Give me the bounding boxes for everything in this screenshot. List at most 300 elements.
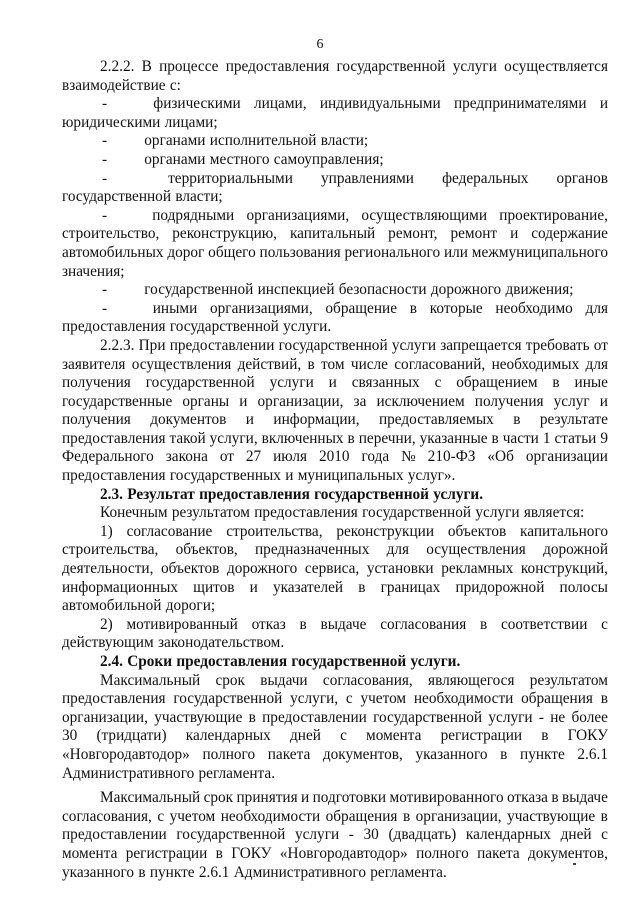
word: 27	[245, 448, 262, 466]
word: Административного	[62, 764, 195, 782]
word: дорожной	[543, 541, 608, 559]
word: согласования	[380, 615, 467, 633]
word: услуги	[269, 374, 314, 392]
bullet-dash: -	[102, 281, 108, 299]
word: предоставления	[254, 504, 358, 522]
text-line	[62, 132, 608, 151]
text-line	[62, 597, 608, 616]
word: в	[541, 727, 549, 745]
word: дороги;	[165, 597, 216, 615]
page-number: 6	[316, 37, 324, 52]
word: регламента.	[198, 764, 276, 782]
word: капитального	[520, 522, 608, 540]
word: организации,	[257, 392, 344, 410]
word: в	[551, 789, 559, 807]
word: «Новгородавтодор»	[279, 844, 408, 862]
text-line	[62, 411, 608, 430]
text-line	[62, 77, 608, 96]
word: услуги.	[433, 485, 484, 503]
word: установки	[366, 560, 434, 578]
text-line	[62, 486, 608, 505]
word: Сроки	[127, 653, 173, 670]
word: момента	[366, 727, 422, 745]
word: взаимодействие	[62, 76, 166, 94]
word: предоставления	[62, 429, 166, 447]
word: самоуправления;	[273, 150, 384, 168]
word: статьи	[554, 429, 597, 447]
word: числе	[350, 355, 388, 373]
word: автомобильной	[62, 597, 162, 615]
word: организации,	[415, 807, 502, 825]
word: власти;	[175, 188, 223, 206]
word: указанного	[415, 745, 488, 763]
word: услуги,	[290, 690, 339, 708]
word: результате	[539, 411, 608, 429]
word: календарных	[465, 826, 551, 844]
word: строительство,	[62, 225, 160, 243]
word: инспекцией	[257, 281, 335, 299]
word: осуществления	[426, 541, 526, 559]
text-line	[62, 114, 608, 133]
word: предоставлении	[262, 708, 367, 726]
word: строительства,	[226, 522, 323, 540]
word: том	[321, 355, 345, 373]
word: являющегося	[428, 671, 515, 689]
word: индивидуальными	[319, 95, 441, 113]
word: срок	[203, 789, 234, 807]
word: исполнительной	[209, 132, 317, 150]
text-line	[62, 151, 608, 170]
word: ремонт,	[388, 225, 438, 243]
word: отказ	[251, 615, 286, 633]
word: щитов	[193, 578, 235, 596]
word: услуги,	[209, 429, 258, 447]
word: результатом	[529, 671, 608, 689]
word: 1	[542, 429, 551, 447]
word: строительства,	[62, 541, 159, 559]
word: пакета	[267, 745, 311, 763]
text-line	[62, 709, 608, 728]
word: сервиса,	[304, 560, 360, 578]
text-line	[62, 523, 608, 542]
word: организации,	[62, 708, 148, 726]
word: 2.2.2.	[100, 58, 135, 75]
word: Конечным	[100, 504, 168, 522]
word: документов,	[527, 844, 608, 862]
word: результатом	[171, 504, 250, 522]
word: предпринимателями	[453, 95, 587, 113]
word: в	[402, 807, 411, 825]
word: документов	[150, 411, 227, 429]
text-line	[62, 616, 608, 635]
text-line	[62, 95, 608, 114]
word: органов	[556, 169, 608, 187]
bullet-dash: -	[102, 169, 108, 187]
word: указанного	[62, 863, 135, 881]
word: реконструкции	[336, 522, 435, 540]
word: регламента.	[370, 863, 447, 881]
word: необходимости	[413, 690, 514, 708]
word: предоставления	[62, 318, 166, 336]
word: и	[301, 789, 310, 807]
word: согласований,	[394, 355, 486, 373]
word: в	[513, 411, 521, 429]
word: ремонт	[450, 225, 498, 243]
word: с	[601, 826, 608, 844]
word: полного	[202, 745, 256, 763]
word: организациями,	[210, 299, 313, 317]
word: регионального	[344, 243, 441, 261]
word: не	[550, 708, 566, 726]
word: услуги	[452, 58, 497, 75]
word: законодательством.	[157, 634, 285, 652]
word: в	[358, 578, 366, 596]
word: с	[157, 807, 165, 825]
text-line	[62, 225, 608, 244]
text-line	[62, 207, 608, 226]
word: информации,	[273, 411, 360, 429]
word: органами	[144, 150, 206, 168]
text-line	[62, 690, 608, 709]
text-line	[62, 393, 608, 412]
word: полного	[416, 844, 469, 862]
word: 30	[62, 727, 78, 745]
word: государственной	[144, 281, 254, 299]
word: 1)	[100, 522, 113, 540]
word: услуг».	[407, 467, 456, 485]
word: государственной	[314, 485, 429, 503]
word: в	[299, 615, 307, 633]
word: -	[538, 708, 544, 726]
word: или	[443, 243, 468, 261]
word: в	[600, 690, 608, 708]
word: предоставления	[62, 690, 166, 708]
document-body	[62, 58, 608, 882]
text-line	[62, 356, 608, 375]
word: 210-ФЗ	[427, 448, 476, 466]
word: от	[593, 336, 608, 354]
word: предоставления	[176, 653, 288, 670]
text-line	[62, 58, 608, 77]
word: объектов	[161, 560, 220, 578]
word: в	[307, 355, 315, 373]
word: полосы	[559, 578, 608, 596]
word: государственной	[291, 653, 407, 670]
text-line	[62, 374, 608, 393]
text-line	[62, 746, 608, 765]
word: момента	[62, 844, 118, 862]
word: и	[510, 225, 519, 243]
text-line	[62, 188, 608, 207]
word: для	[386, 541, 410, 559]
word: межмуниципального	[471, 243, 608, 261]
word: учетом	[360, 690, 407, 708]
word: государственной	[362, 504, 472, 522]
word: календарных	[185, 727, 271, 745]
word: в	[138, 863, 146, 881]
word: В	[141, 58, 152, 75]
word: выдаче	[320, 615, 367, 633]
word: «Новгородавтодор»	[62, 745, 190, 763]
word: услуги.	[410, 653, 461, 670]
word: 2.2.3.	[100, 336, 135, 354]
word: объектов	[447, 522, 507, 540]
word: выдаче	[561, 789, 608, 807]
word: и	[239, 392, 248, 410]
text-line	[62, 300, 608, 319]
word: необходимых	[491, 355, 580, 373]
word: действий,	[237, 355, 302, 373]
word: процессе	[159, 58, 219, 75]
word: за	[353, 392, 367, 410]
word: иными	[152, 299, 198, 317]
word: и	[328, 374, 337, 392]
text-line	[62, 170, 608, 189]
word: дней	[560, 826, 592, 844]
word: государственной	[145, 374, 255, 392]
word: (тридцати)	[96, 727, 167, 745]
word: органами	[144, 132, 206, 150]
word: необходимо	[495, 299, 573, 317]
word: регистрации	[125, 844, 208, 862]
word: для	[585, 299, 608, 317]
word: осуществляется	[504, 58, 608, 75]
word: пункте	[520, 745, 565, 763]
text-line	[62, 579, 608, 598]
word: указанные	[419, 429, 488, 447]
word: пункте	[149, 863, 195, 881]
word: организациями,	[246, 206, 350, 224]
word: Результат	[127, 485, 195, 503]
word: государственной	[173, 690, 283, 708]
word: предоставлении	[169, 336, 275, 354]
word: -	[348, 826, 354, 844]
word: Максимальный	[100, 671, 201, 689]
word: услуги	[475, 504, 520, 522]
word: требовать	[525, 336, 590, 354]
word: ГОКУ	[231, 844, 272, 862]
word: осуществления	[131, 355, 232, 373]
word: подготовки	[312, 789, 387, 807]
word: в	[600, 807, 608, 825]
word: согласование	[126, 522, 213, 540]
word: года	[361, 448, 390, 466]
word: 2.6.1	[198, 863, 230, 881]
text-line	[62, 864, 608, 883]
word: содержание	[531, 225, 608, 243]
word: лицами;	[164, 113, 218, 131]
bullet-dash: -	[102, 132, 108, 150]
word: дорожного	[226, 560, 298, 578]
word: в	[491, 429, 499, 447]
word: иные	[574, 374, 608, 392]
word: связанных	[351, 374, 420, 392]
text-line	[62, 727, 608, 746]
text-line	[62, 263, 608, 282]
word: услуги	[488, 708, 533, 726]
word: для	[585, 355, 608, 373]
text-line	[62, 318, 608, 337]
text-line	[62, 337, 608, 356]
word: участвующие	[154, 708, 243, 726]
word: 9	[600, 429, 608, 447]
word: запрещается	[440, 336, 522, 354]
word: деятельности,	[62, 560, 154, 578]
word: организации	[525, 448, 608, 466]
word: дней	[289, 727, 321, 745]
word: учетом	[169, 807, 216, 825]
word: государственные	[62, 392, 173, 410]
word: в	[500, 745, 508, 763]
word: обращением	[456, 374, 538, 392]
word: мотивированный	[126, 615, 238, 633]
text-line	[62, 541, 608, 560]
scan-speck	[573, 863, 576, 865]
text-line	[62, 281, 608, 300]
word: пакета	[477, 844, 520, 862]
word: конструкций,	[520, 560, 608, 578]
bullet-dash: -	[102, 150, 108, 168]
word: проектирование,	[499, 206, 608, 224]
text-line	[62, 560, 608, 579]
word: информационных	[62, 578, 179, 596]
word: перечни,	[358, 429, 416, 447]
word: 30	[363, 826, 379, 844]
word: осуществляющими	[361, 206, 488, 224]
word: которые	[429, 299, 483, 317]
word: 2.3.	[100, 485, 123, 503]
word: в	[347, 429, 355, 447]
word: согласования,	[322, 671, 413, 689]
word: предоставляемых	[378, 411, 494, 429]
word: получения	[62, 411, 131, 429]
text-line	[62, 430, 608, 449]
bullet-dash: -	[102, 95, 108, 113]
word: регистрации	[440, 727, 523, 745]
word: 2.6.1	[577, 745, 608, 763]
word: выдачи	[260, 671, 308, 689]
text-line	[62, 765, 608, 784]
word: государственной	[373, 708, 483, 726]
word: и	[245, 411, 254, 429]
word: июля	[273, 448, 308, 466]
word: объектов,	[175, 541, 238, 559]
word: ГОКУ	[567, 727, 608, 745]
text-line	[62, 672, 608, 691]
word: государственной	[169, 318, 279, 336]
word: предоставления	[199, 485, 310, 503]
word: в	[248, 708, 256, 726]
word: действующим	[62, 634, 154, 652]
word: с	[345, 690, 353, 708]
word: Федерального	[62, 448, 154, 466]
word: от	[219, 448, 234, 466]
text-line	[62, 845, 608, 864]
word: рекламных	[441, 560, 514, 578]
word: 2010	[318, 448, 350, 466]
word: услуг	[553, 392, 590, 410]
word: безопасности	[338, 281, 427, 299]
word: общего	[208, 243, 256, 261]
word: значения;	[62, 262, 125, 280]
word: муниципальных	[297, 467, 404, 485]
word: с	[601, 615, 608, 633]
word: и	[599, 392, 608, 410]
word: государственной	[62, 188, 172, 206]
word: получения	[62, 374, 131, 392]
text-line	[62, 244, 608, 263]
word: исключением	[376, 392, 465, 410]
text-line	[62, 504, 608, 523]
word: границах	[380, 578, 441, 596]
word: органы	[182, 392, 230, 410]
word: услуги	[294, 826, 340, 844]
word: обращения	[325, 807, 398, 825]
word: услуги.	[283, 318, 332, 336]
word: обращение	[325, 299, 398, 317]
word: является:	[523, 504, 585, 522]
word: территориальными	[168, 169, 293, 187]
word: федеральных	[442, 169, 529, 187]
text-line	[62, 634, 608, 653]
word: указателей	[272, 578, 344, 596]
text-line	[62, 789, 608, 808]
word: При	[138, 336, 166, 354]
word: власти;	[320, 132, 369, 150]
word: «Об	[487, 448, 514, 466]
text-line	[62, 826, 608, 845]
word: соответствии	[500, 615, 588, 633]
word: государственной	[278, 336, 388, 354]
word: такой	[169, 429, 206, 447]
word: предоставления	[62, 467, 166, 485]
word: Административного	[233, 863, 366, 881]
word: подрядными	[152, 206, 235, 224]
word: заявителя	[62, 355, 126, 373]
word: автомобильных	[62, 243, 164, 261]
word: в	[479, 615, 488, 633]
word: услуги	[391, 336, 437, 354]
word: срок	[215, 671, 245, 689]
word: местного	[209, 150, 270, 168]
word: с	[434, 374, 442, 392]
word: согласования,	[62, 807, 152, 825]
word: с:	[169, 76, 181, 94]
word: закона	[165, 448, 208, 466]
word: и	[285, 467, 294, 485]
word: части	[502, 429, 539, 447]
text-line	[62, 653, 608, 672]
word: дорог	[167, 243, 205, 261]
word: лицами,	[254, 95, 307, 113]
word: мотивированного	[389, 789, 504, 807]
word: участвующие	[507, 807, 596, 825]
word: движения;	[505, 281, 574, 299]
bullet-dash: -	[102, 206, 108, 224]
word: реконструкцию,	[172, 225, 278, 243]
word: 2)	[100, 615, 113, 633]
word: придорожной	[455, 578, 545, 596]
bullet-dash: -	[102, 299, 108, 317]
word: государственной	[336, 58, 446, 75]
word: отказа	[506, 789, 548, 807]
word: управлениями	[320, 169, 414, 187]
word: обращения	[521, 690, 593, 708]
word: получения	[474, 392, 544, 410]
word: предоставлении	[62, 826, 167, 844]
word: государственных	[169, 467, 281, 485]
word: более	[571, 708, 608, 726]
